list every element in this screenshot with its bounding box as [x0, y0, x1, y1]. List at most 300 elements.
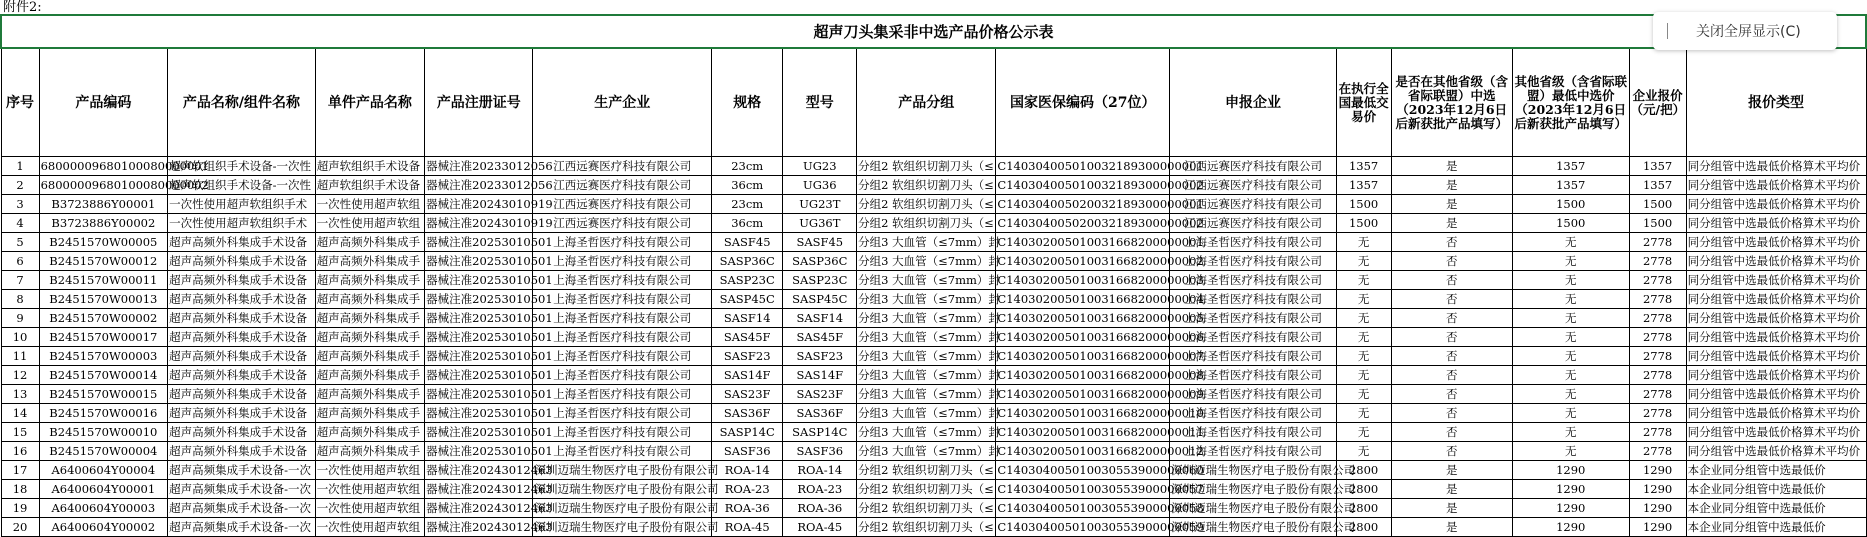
table-cell: SASP14C [711, 423, 782, 442]
column-header: 产品名称/组件名称 [168, 48, 316, 157]
table-cell: 15 [1, 423, 39, 442]
column-header: 序号 [1, 48, 39, 157]
table-cell: B3723886Y00001 [39, 195, 168, 214]
table-cell: 上海圣哲医疗科技有限公司 [533, 385, 712, 404]
table-cell: 1 [1, 157, 39, 176]
table-cell: A6400604Y00003 [39, 499, 168, 518]
table-cell: 器械注准20243012463 [425, 461, 533, 480]
table-cell: 分组3 大血管（≤7mm）封 [857, 366, 996, 385]
table-row [1, 480, 1866, 499]
table-cell: 6 [1, 252, 39, 271]
table-cell: B2451570W00005 [39, 233, 168, 252]
table-row [1, 309, 1866, 328]
table-cell: 是 [1391, 157, 1512, 176]
table-cell: ROA-36 [711, 499, 782, 518]
table-cell: 江西远赛医疗科技有限公司 [1170, 214, 1337, 233]
table-cell: 超声高频外科集成手术设备 [168, 309, 316, 328]
table-cell: 超声高频外科集成手术设备 [168, 252, 316, 271]
table-cell: SASP36C [711, 252, 782, 271]
table-cell: 无 [1336, 233, 1391, 252]
table-cell: 深圳迈瑞生物医疗电子股份有限公司 [533, 480, 712, 499]
table-cell: 2778 [1629, 252, 1686, 271]
table-cell: 超声高频集成手术设备-一次 [168, 461, 316, 480]
table-cell: 器械注准20253010501 [425, 252, 533, 271]
table-cell: SAS45F [783, 328, 857, 347]
table-cell: A6400604Y00004 [39, 461, 168, 480]
table-cell: 无 [1336, 347, 1391, 366]
table-cell: 1290 [1629, 518, 1686, 537]
table-cell: 否 [1391, 252, 1512, 271]
table-cell: 上海圣哲医疗科技有限公司 [1170, 347, 1337, 366]
table-row [1, 176, 1866, 195]
table-cell: 1500 [1512, 195, 1629, 214]
table-cell: 2778 [1629, 366, 1686, 385]
table-cell: 9 [1, 309, 39, 328]
table-cell: 深圳迈瑞生物医疗电子股份有限公司 [1170, 480, 1337, 499]
table-cell: 是 [1391, 214, 1512, 233]
table-cell: 超声高频外科集成手术设备 [168, 385, 316, 404]
separator-icon [1667, 23, 1668, 39]
table-cell: 19 [1, 499, 39, 518]
table-cell: 深圳迈瑞生物医疗电子股份有限公司 [533, 461, 712, 480]
table-cell: 器械注准20253010501 [425, 290, 533, 309]
table-cell: 否 [1391, 366, 1512, 385]
table-cell: C140302005010031668200000001 [996, 233, 1170, 252]
table-cell: 否 [1391, 328, 1512, 347]
table-cell: 1357 [1336, 157, 1391, 176]
table-cell: 1290 [1512, 461, 1629, 480]
table-cell: 本企业同分组管中选最低价 [1686, 480, 1866, 499]
table-cell: 分组2 软组织切割刀头（≤ [857, 157, 996, 176]
table-cell: SAS23F [711, 385, 782, 404]
table-cell: 2800 [1336, 461, 1391, 480]
table-cell: 分组2 软组织切割刀头（≤ [857, 461, 996, 480]
table-cell: 同分组管中选最低价格算术平均价 [1686, 214, 1866, 233]
table-cell: 超声高频外科集成手术设备 [168, 271, 316, 290]
table-cell: 器械注准20253010501 [425, 328, 533, 347]
table-cell: ROA-23 [783, 480, 857, 499]
table-cell: 同分组管中选最低价格算术平均价 [1686, 423, 1866, 442]
table-cell: 分组2 软组织切割刀头（≤ [857, 176, 996, 195]
table-cell: B3723886Y00002 [39, 214, 168, 233]
table-cell: C140302005010031668200000004 [996, 290, 1170, 309]
table-cell: 1290 [1629, 480, 1686, 499]
table-row [1, 214, 1866, 233]
table-cell: 23cm [711, 195, 782, 214]
table-cell: 无 [1336, 252, 1391, 271]
table-cell: 一次性使用超声软组 [315, 214, 424, 233]
table-cell: 18 [1, 480, 39, 499]
table-cell: 1357 [1336, 176, 1391, 195]
table-cell: 分组2 软组织切割刀头（≤ [857, 518, 996, 537]
table-cell: B2451570W00003 [39, 347, 168, 366]
table-cell: 无 [1336, 385, 1391, 404]
table-cell: 器械注准20253010501 [425, 233, 533, 252]
table-cell: 上海圣哲医疗科技有限公司 [533, 328, 712, 347]
table-cell: SASF23 [783, 347, 857, 366]
table-cell: SASF36 [711, 442, 782, 461]
table-cell: 超声高频集成手术设备-一次 [168, 480, 316, 499]
table-cell: B2451570W00014 [39, 366, 168, 385]
table-cell: 1357 [1629, 157, 1686, 176]
table-cell: 同分组管中选最低价格算术平均价 [1686, 271, 1866, 290]
column-header: 报价类型 [1686, 48, 1866, 157]
table-cell: 17 [1, 461, 39, 480]
table-cell: B2451570W00017 [39, 328, 168, 347]
table-cell: 江西远赛医疗科技有限公司 [533, 214, 712, 233]
table-cell: 一次性使用超声软组 [315, 480, 424, 499]
table-cell: 3 [1, 195, 39, 214]
table-row [1, 157, 1866, 176]
table-cell: 上海圣哲医疗科技有限公司 [533, 404, 712, 423]
table-cell: 器械注准20243012463 [425, 518, 533, 537]
table-title: 超声刀头集采非中选产品价格公示表 [1, 15, 1866, 48]
table-cell: 否 [1391, 309, 1512, 328]
table-cell: 器械注准20243010919 [425, 214, 533, 233]
table-cell: C140304005010030553900000060 [996, 461, 1170, 480]
table-cell: 同分组管中选最低价格算术平均价 [1686, 442, 1866, 461]
table-cell: 11 [1, 347, 39, 366]
table-row [1, 518, 1866, 537]
table-row [1, 404, 1866, 423]
table-cell: 深圳迈瑞生物医疗电子股份有限公司 [1170, 518, 1337, 537]
table-cell: 2778 [1629, 290, 1686, 309]
table-cell: 无 [1512, 366, 1629, 385]
table-cell: C140304005010032189300000001 [996, 157, 1170, 176]
table-cell: 超声高频外科集成手术设备 [168, 347, 316, 366]
table-cell: SASP23C [783, 271, 857, 290]
table-cell: 1357 [1629, 176, 1686, 195]
table-cell: 同分组管中选最低价格算术平均价 [1686, 309, 1866, 328]
table-cell: 无 [1336, 328, 1391, 347]
table-cell: 2800 [1336, 480, 1391, 499]
table-cell: 2778 [1629, 423, 1686, 442]
table-cell: 是 [1391, 499, 1512, 518]
table-cell: 上海圣哲医疗科技有限公司 [533, 423, 712, 442]
table-cell: SAS14F [783, 366, 857, 385]
table-cell: 2800 [1336, 499, 1391, 518]
table-cell: 无 [1336, 404, 1391, 423]
table-cell: 同分组管中选最低价格算术平均价 [1686, 157, 1866, 176]
table-cell: 分组3 大血管（≤7mm）封 [857, 442, 996, 461]
table-cell: SAS45F [711, 328, 782, 347]
table-cell: 1500 [1629, 195, 1686, 214]
table-cell: 超声高频外科集成手 [315, 233, 424, 252]
table-cell: 1290 [1512, 499, 1629, 518]
table-cell: SASP23C [711, 271, 782, 290]
table-cell: 2800 [1336, 518, 1391, 537]
table-row [1, 290, 1866, 309]
table-cell: 器械注准20243012463 [425, 499, 533, 518]
table-cell: 超声高频外科集成手 [315, 347, 424, 366]
table-cell: ROA-45 [783, 518, 857, 537]
table-cell: SAS14F [711, 366, 782, 385]
table-cell: 4 [1, 214, 39, 233]
table-cell: B2451570W00002 [39, 309, 168, 328]
table-cell: SAS36F [783, 404, 857, 423]
table-cell: 器械注准20253010501 [425, 271, 533, 290]
table-cell: 是 [1391, 461, 1512, 480]
table-cell: 超声高频外科集成手 [315, 423, 424, 442]
table-cell: 上海圣哲医疗科技有限公司 [1170, 404, 1337, 423]
table-cell: 否 [1391, 423, 1512, 442]
table-cell: C140302005010031668200000011 [996, 423, 1170, 442]
table-cell: 1500 [1336, 195, 1391, 214]
table-cell: 江西远赛医疗科技有限公司 [1170, 176, 1337, 195]
table-cell: 分组2 软组织切割刀头（≤ [857, 214, 996, 233]
table-cell: 5 [1, 233, 39, 252]
table-cell: 36cm [711, 176, 782, 195]
table-cell: 分组3 大血管（≤7mm）封 [857, 271, 996, 290]
table-cell: 分组2 软组织切割刀头（≤ [857, 499, 996, 518]
table-cell: 上海圣哲医疗科技有限公司 [1170, 423, 1337, 442]
table-cell: ROA-36 [783, 499, 857, 518]
table-cell: 超声软组织手术设备-一次性 [168, 157, 316, 176]
table-cell: 超声高频外科集成手 [315, 290, 424, 309]
table-cell: C140304005020032189300000002 [996, 214, 1170, 233]
column-header: 申报企业 [1170, 48, 1337, 157]
table-cell: 上海圣哲医疗科技有限公司 [1170, 252, 1337, 271]
column-header: 在执行全国最低交易价 [1336, 48, 1391, 157]
table-cell: 分组3 大血管（≤7mm）封 [857, 423, 996, 442]
table-cell: SASP36C [783, 252, 857, 271]
table-cell: 超声软组织手术设备 [315, 176, 424, 195]
table-cell: 一次性使用超声软组织手术 [168, 195, 316, 214]
table-cell: C140302005010031668200000006 [996, 328, 1170, 347]
table-cell: 器械注准20233012056 [425, 176, 533, 195]
table-cell: 超声高频外科集成手术设备 [168, 328, 316, 347]
table-cell: 江西远赛医疗科技有限公司 [1170, 195, 1337, 214]
close-fullscreen-button[interactable] [1653, 12, 1837, 50]
table-cell: 分组3 大血管（≤7mm）封 [857, 290, 996, 309]
table-cell: C140302005010031668200000008 [996, 366, 1170, 385]
table-cell: 1500 [1629, 214, 1686, 233]
table-cell: 超声高频集成手术设备-一次 [168, 518, 316, 537]
table-cell: 36cm [711, 214, 782, 233]
table-cell: 无 [1512, 290, 1629, 309]
table-cell: 无 [1512, 404, 1629, 423]
table-cell: 分组3 大血管（≤7mm）封 [857, 309, 996, 328]
table-cell: 无 [1512, 233, 1629, 252]
table-cell: SAS23F [783, 385, 857, 404]
table-cell: 超声高频外科集成手 [315, 328, 424, 347]
table-cell: UG36 [783, 176, 857, 195]
table-cell: 器械注准20253010501 [425, 404, 533, 423]
table-cell: SASF14 [783, 309, 857, 328]
table-cell: 是 [1391, 195, 1512, 214]
table-cell: 超声高频外科集成手 [315, 385, 424, 404]
column-header: 产品分组 [857, 48, 996, 157]
table-cell: 是 [1391, 480, 1512, 499]
table-cell: 上海圣哲医疗科技有限公司 [1170, 385, 1337, 404]
table-cell: 超声高频外科集成手 [315, 442, 424, 461]
table-cell: 上海圣哲医疗科技有限公司 [533, 309, 712, 328]
table-cell: UG23T [783, 195, 857, 214]
table-row [1, 233, 1866, 252]
table-cell: 江西远赛医疗科技有限公司 [533, 176, 712, 195]
table-cell: 上海圣哲医疗科技有限公司 [1170, 290, 1337, 309]
table-cell: UG23 [783, 157, 857, 176]
table-cell: 上海圣哲医疗科技有限公司 [533, 271, 712, 290]
table-cell: 上海圣哲医疗科技有限公司 [533, 442, 712, 461]
table-cell: 无 [1336, 290, 1391, 309]
table-cell: SASP14C [783, 423, 857, 442]
table-cell: 本企业同分组管中选最低价 [1686, 499, 1866, 518]
table-row [1, 461, 1866, 480]
table-cell: 同分组管中选最低价格算术平均价 [1686, 233, 1866, 252]
table-cell: 上海圣哲医疗科技有限公司 [533, 347, 712, 366]
table-cell: 器械注准20253010501 [425, 309, 533, 328]
table-cell: 是 [1391, 518, 1512, 537]
table-cell: C140302005010031668200000009 [996, 385, 1170, 404]
table-row [1, 252, 1866, 271]
table-cell: 上海圣哲医疗科技有限公司 [533, 233, 712, 252]
table-cell: 否 [1391, 404, 1512, 423]
table-cell: 分组3 大血管（≤7mm）封 [857, 404, 996, 423]
table-cell: C140304005010030553900000058 [996, 499, 1170, 518]
table-row [1, 328, 1866, 347]
table-cell: B2451570W00004 [39, 442, 168, 461]
table-cell: 1290 [1629, 461, 1686, 480]
table-cell: 2778 [1629, 271, 1686, 290]
table-cell: 1500 [1336, 214, 1391, 233]
table-cell: 68000009680100080000002 [39, 176, 168, 195]
table-cell: 上海圣哲医疗科技有限公司 [1170, 309, 1337, 328]
table-cell: 器械注准20253010501 [425, 366, 533, 385]
table-cell: 超声高频外科集成手 [315, 271, 424, 290]
table-cell: 否 [1391, 385, 1512, 404]
table-cell: C140302005010031668200000012 [996, 442, 1170, 461]
table-cell: 1500 [1512, 214, 1629, 233]
table-row [1, 347, 1866, 366]
table-cell: 2778 [1629, 404, 1686, 423]
table-cell: 2778 [1629, 347, 1686, 366]
table-cell: 无 [1336, 366, 1391, 385]
table-cell: 否 [1391, 347, 1512, 366]
table-cell: 14 [1, 404, 39, 423]
price-table [0, 14, 1867, 537]
table-cell: 本企业同分组管中选最低价 [1686, 518, 1866, 537]
table-row [1, 195, 1866, 214]
table-cell: 超声高频外科集成手 [315, 404, 424, 423]
table-cell: SASF14 [711, 309, 782, 328]
table-cell: 16 [1, 442, 39, 461]
table-cell: 超声高频外科集成手 [315, 366, 424, 385]
table-cell: 1290 [1512, 480, 1629, 499]
table-cell: B2451570W00015 [39, 385, 168, 404]
table-cell: C140304005020032189300000001 [996, 195, 1170, 214]
table-cell: 否 [1391, 233, 1512, 252]
table-row [1, 271, 1866, 290]
table-cell: 同分组管中选最低价格算术平均价 [1686, 347, 1866, 366]
table-cell: 20 [1, 518, 39, 537]
table-cell: 上海圣哲医疗科技有限公司 [1170, 442, 1337, 461]
table-cell: 上海圣哲医疗科技有限公司 [533, 366, 712, 385]
table-cell: 12 [1, 366, 39, 385]
header-row [1, 48, 1866, 157]
column-header: 生产企业 [533, 48, 712, 157]
table-cell: 10 [1, 328, 39, 347]
table-cell: 68000009680100080000001 [39, 157, 168, 176]
table-cell: A6400604Y00001 [39, 480, 168, 499]
table-cell: 同分组管中选最低价格算术平均价 [1686, 252, 1866, 271]
table-cell: 深圳迈瑞生物医疗电子股份有限公司 [533, 518, 712, 537]
column-header: 型号 [783, 48, 857, 157]
table-cell: 一次性使用超声软组织手术 [168, 214, 316, 233]
table-cell: SASF23 [711, 347, 782, 366]
table-cell: 超声高频外科集成手术设备 [168, 442, 316, 461]
table-cell: 上海圣哲医疗科技有限公司 [1170, 366, 1337, 385]
table-cell: B2451570W00013 [39, 290, 168, 309]
table-cell: 超声高频外科集成手术设备 [168, 233, 316, 252]
column-header: 企业报价（元/把） [1629, 48, 1686, 157]
table-row [1, 499, 1866, 518]
table-cell: UG36T [783, 214, 857, 233]
table-cell: 超声高频外科集成手术设备 [168, 290, 316, 309]
table-cell: ROA-14 [711, 461, 782, 480]
table-cell: ROA-14 [783, 461, 857, 480]
table-cell: 8 [1, 290, 39, 309]
table-cell: 分组2 软组织切割刀头（≤ [857, 480, 996, 499]
table-cell: 分组3 大血管（≤7mm）封 [857, 233, 996, 252]
table-cell: ROA-45 [711, 518, 782, 537]
table-body [1, 157, 1866, 537]
table-cell: B2451570W00010 [39, 423, 168, 442]
table-cell: 器械注准20253010501 [425, 385, 533, 404]
table-cell: 1290 [1629, 499, 1686, 518]
table-cell: 超声高频集成手术设备-一次 [168, 499, 316, 518]
table-cell: 上海圣哲医疗科技有限公司 [1170, 271, 1337, 290]
column-header: 产品编码 [39, 48, 168, 157]
table-cell: 1357 [1512, 176, 1629, 195]
table-cell: 13 [1, 385, 39, 404]
table-cell: SASF45 [711, 233, 782, 252]
table-cell: C140302005010031668200000005 [996, 309, 1170, 328]
table-cell: 上海圣哲医疗科技有限公司 [533, 252, 712, 271]
table-cell: 同分组管中选最低价格算术平均价 [1686, 195, 1866, 214]
table-cell: 器械注准20243010919 [425, 195, 533, 214]
table-cell: C140304005010030553900000057 [996, 480, 1170, 499]
table-cell: A6400604Y00002 [39, 518, 168, 537]
table-cell: 超声高频外科集成手术设备 [168, 423, 316, 442]
column-header: 产品注册证号 [425, 48, 533, 157]
table-cell: 上海圣哲医疗科技有限公司 [1170, 328, 1337, 347]
table-cell: 2778 [1629, 328, 1686, 347]
column-header: 规格 [711, 48, 782, 157]
table-cell: 分组3 大血管（≤7mm）封 [857, 347, 996, 366]
table-cell: 否 [1391, 290, 1512, 309]
table-cell: 器械注准20253010501 [425, 347, 533, 366]
table-cell: 1290 [1512, 518, 1629, 537]
table-cell: 否 [1391, 442, 1512, 461]
table-cell: 深圳迈瑞生物医疗电子股份有限公司 [533, 499, 712, 518]
table-cell: 一次性使用超声软组 [315, 195, 424, 214]
table-cell: 超声高频外科集成手术设备 [168, 404, 316, 423]
table-cell: 2778 [1629, 233, 1686, 252]
table-cell: SAS36F [711, 404, 782, 423]
table-cell: 23cm [711, 157, 782, 176]
table-cell: 无 [1512, 423, 1629, 442]
table-cell: 器械注准20253010501 [425, 442, 533, 461]
table-cell: 7 [1, 271, 39, 290]
table-cell: 2778 [1629, 442, 1686, 461]
table-cell: 同分组管中选最低价格算术平均价 [1686, 176, 1866, 195]
table-cell: 上海圣哲医疗科技有限公司 [533, 290, 712, 309]
table-cell: 无 [1336, 271, 1391, 290]
table-cell: SASF45 [783, 233, 857, 252]
close-fullscreen-label: 关闭全屏显示(C) [1696, 24, 1801, 40]
table-cell: 无 [1512, 347, 1629, 366]
